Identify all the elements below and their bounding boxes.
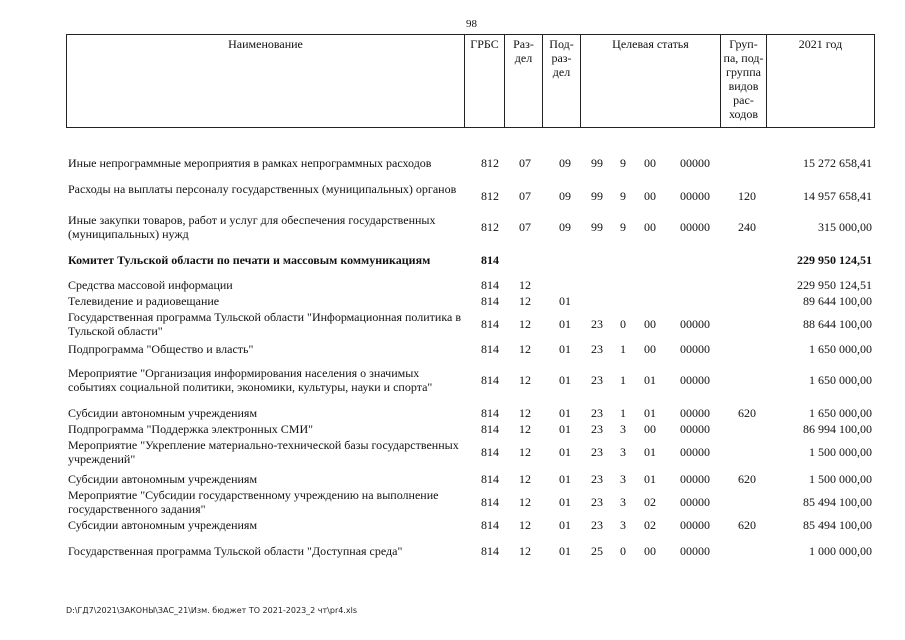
row-grbs: 814 (481, 253, 499, 267)
row-name: Мероприятие "Субсидии государственному учреждению на выполнение государственного задания" (68, 488, 439, 516)
row-sum: 15 272 658,41 (803, 156, 872, 170)
row-cs-direction: 00000 (680, 220, 710, 234)
row-grbs: 814 (481, 518, 499, 532)
row-cs-direction: 00000 (680, 422, 710, 436)
row-razdel: 12 (519, 422, 531, 436)
row-sum: 14 957 658,41 (803, 189, 872, 203)
row-name: Субсидии автономным учреждениям (68, 518, 258, 532)
row-grbs: 814 (481, 544, 499, 558)
row-cs-direction: 00000 (680, 189, 710, 203)
row-name: Субсидии автономным учреждениям (68, 406, 258, 420)
row-cs-direction: 00000 (680, 518, 710, 532)
file-path-footer: D:\ГД7\2021\ЗАКОНЫ\ЗАС_21\Изм. бюджет ТО 2021-2023_2 чт\pr4.xls (66, 606, 357, 615)
row-vid-rashodov: 620 (738, 406, 756, 420)
row-grbs: 814 (481, 342, 499, 356)
row-cs-subprogram: 3 (620, 422, 626, 436)
row-cs-event: 00 (644, 422, 656, 436)
row-cs-program: 23 (591, 472, 603, 486)
header-podrazdel: Под- раз- дел (543, 35, 581, 128)
row-cs-subprogram: 0 (620, 317, 626, 331)
row-vid-rashodov: 120 (738, 189, 756, 203)
row-cs-event: 01 (644, 445, 656, 459)
row-razdel: 12 (519, 445, 531, 459)
row-cs-event: 00 (644, 544, 656, 558)
row-cs-event: 01 (644, 406, 656, 420)
row-podrazdel: 01 (559, 495, 571, 509)
row-grbs: 812 (481, 189, 499, 203)
row-razdel: 07 (519, 220, 531, 234)
row-cs-program: 23 (591, 445, 603, 459)
row-cs-subprogram: 9 (620, 220, 626, 234)
row-sum: 89 644 100,00 (803, 294, 872, 308)
row-cs-direction: 00000 (680, 156, 710, 170)
row-name: Подпрограмма "Общество и власть" (68, 342, 254, 356)
row-razdel: 12 (519, 278, 531, 292)
row-name: Субсидии автономным учреждениям (68, 472, 258, 486)
row-razdel: 07 (519, 156, 531, 170)
row-podrazdel: 09 (559, 156, 571, 170)
row-grbs: 814 (481, 294, 499, 308)
row-cs-program: 23 (591, 406, 603, 420)
row-sum: 85 494 100,00 (803, 495, 872, 509)
row-grbs: 814 (481, 472, 499, 486)
row-sum: 315 000,00 (818, 220, 872, 234)
row-cs-event: 00 (644, 189, 656, 203)
row-sum: 1 000 000,00 (809, 544, 872, 558)
row-cs-direction: 00000 (680, 342, 710, 356)
row-razdel: 12 (519, 373, 531, 387)
row-name: Телевидение и радиовещание (68, 294, 220, 308)
row-cs-event: 00 (644, 220, 656, 234)
row-sum: 1 650 000,00 (809, 406, 872, 420)
row-cs-direction: 00000 (680, 373, 710, 387)
row-sum: 85 494 100,00 (803, 518, 872, 532)
row-cs-program: 23 (591, 342, 603, 356)
header-celevaya-statya: Целевая статья (581, 35, 721, 128)
row-podrazdel: 09 (559, 189, 571, 203)
header-year: 2021 год (767, 35, 875, 128)
row-cs-program: 23 (591, 518, 603, 532)
row-cs-direction: 00000 (680, 495, 710, 509)
page-number: 98 (466, 18, 477, 30)
row-cs-subprogram: 3 (620, 472, 626, 486)
row-cs-direction: 00000 (680, 472, 710, 486)
row-cs-event: 02 (644, 518, 656, 532)
header-razdel: Раз- дел (505, 35, 543, 128)
row-razdel: 12 (519, 342, 531, 356)
row-cs-program: 23 (591, 317, 603, 331)
row-name: Государственная программа Тульской области "Доступная среда" (68, 544, 403, 558)
row-cs-event: 01 (644, 373, 656, 387)
row-sum: 1 650 000,00 (809, 342, 872, 356)
row-sum: 229 950 124,51 (797, 253, 872, 267)
row-grbs: 814 (481, 278, 499, 292)
row-sum: 229 950 124,51 (797, 278, 872, 292)
row-cs-subprogram: 9 (620, 156, 626, 170)
row-razdel: 07 (519, 189, 531, 203)
header-grbs: ГРБС (465, 35, 505, 128)
row-name: Комитет Тульской области по печати и массовым коммуникациям (68, 253, 431, 267)
row-podrazdel: 01 (559, 406, 571, 420)
row-cs-direction: 00000 (680, 544, 710, 558)
row-sum: 88 644 100,00 (803, 317, 872, 331)
row-podrazdel: 01 (559, 294, 571, 308)
row-razdel: 12 (519, 544, 531, 558)
row-razdel: 12 (519, 495, 531, 509)
row-vid-rashodov: 620 (738, 472, 756, 486)
row-name: Мероприятие "Организация информирования населения о значимых событиях социальной политики, экономики, культуры, науки и спорта" (68, 366, 433, 394)
row-name: Расходы на выплаты персоналу государственных (муниципальных) органов (68, 182, 457, 196)
row-name: Иные закупки товаров, работ и услуг для обеспечения государственных (муниципальных) нужд (68, 213, 436, 241)
row-sum: 1 650 000,00 (809, 373, 872, 387)
row-vid-rashodov: 240 (738, 220, 756, 234)
row-cs-subprogram: 3 (620, 518, 626, 532)
row-podrazdel: 01 (559, 422, 571, 436)
row-grbs: 814 (481, 495, 499, 509)
row-cs-direction: 00000 (680, 445, 710, 459)
row-cs-subprogram: 1 (620, 406, 626, 420)
row-podrazdel: 01 (559, 518, 571, 532)
row-sum: 1 500 000,00 (809, 445, 872, 459)
row-name: Мероприятие "Укрепление материально-технической базы государственных учреждений" (68, 438, 459, 466)
row-cs-subprogram: 1 (620, 373, 626, 387)
row-cs-event: 00 (644, 156, 656, 170)
row-sum: 1 500 000,00 (809, 472, 872, 486)
row-cs-subprogram: 1 (620, 342, 626, 356)
row-cs-event: 00 (644, 317, 656, 331)
row-cs-program: 99 (591, 189, 603, 203)
row-cs-direction: 00000 (680, 317, 710, 331)
row-cs-program: 23 (591, 373, 603, 387)
row-grbs: 812 (481, 220, 499, 234)
row-cs-subprogram: 3 (620, 445, 626, 459)
row-podrazdel: 01 (559, 317, 571, 331)
header-gruppa-vidov-rashodov: Груп- па, под- группа видов рас- ходов (721, 35, 767, 128)
row-cs-subprogram: 0 (620, 544, 626, 558)
row-cs-event: 00 (644, 342, 656, 356)
row-cs-program: 99 (591, 220, 603, 234)
row-cs-subprogram: 9 (620, 189, 626, 203)
row-grbs: 814 (481, 422, 499, 436)
row-cs-subprogram: 3 (620, 495, 626, 509)
row-podrazdel: 01 (559, 445, 571, 459)
row-cs-event: 02 (644, 495, 656, 509)
row-grbs: 814 (481, 373, 499, 387)
row-name: Государственная программа Тульской области "Информационная политика в Тульской области" (68, 310, 461, 338)
row-podrazdel: 01 (559, 342, 571, 356)
row-name: Подпрограмма "Поддержка электронных СМИ" (68, 422, 314, 436)
row-grbs: 814 (481, 406, 499, 420)
row-cs-program: 23 (591, 422, 603, 436)
row-name: Средства массовой информации (68, 278, 233, 292)
row-vid-rashodov: 620 (738, 518, 756, 532)
row-razdel: 12 (519, 406, 531, 420)
row-podrazdel: 01 (559, 472, 571, 486)
row-podrazdel: 09 (559, 220, 571, 234)
row-cs-program: 99 (591, 156, 603, 170)
row-razdel: 12 (519, 294, 531, 308)
row-cs-program: 25 (591, 544, 603, 558)
row-podrazdel: 01 (559, 373, 571, 387)
row-grbs: 812 (481, 156, 499, 170)
row-grbs: 814 (481, 317, 499, 331)
row-cs-direction: 00000 (680, 406, 710, 420)
row-podrazdel: 01 (559, 544, 571, 558)
row-name: Иные непрограммные мероприятия в рамках непрограммных расходов (68, 156, 432, 170)
row-razdel: 12 (519, 472, 531, 486)
row-grbs: 814 (481, 445, 499, 459)
row-cs-event: 01 (644, 472, 656, 486)
header-name: Наименование (67, 35, 465, 128)
row-cs-program: 23 (591, 495, 603, 509)
row-sum: 86 994 100,00 (803, 422, 872, 436)
row-razdel: 12 (519, 317, 531, 331)
row-razdel: 12 (519, 518, 531, 532)
